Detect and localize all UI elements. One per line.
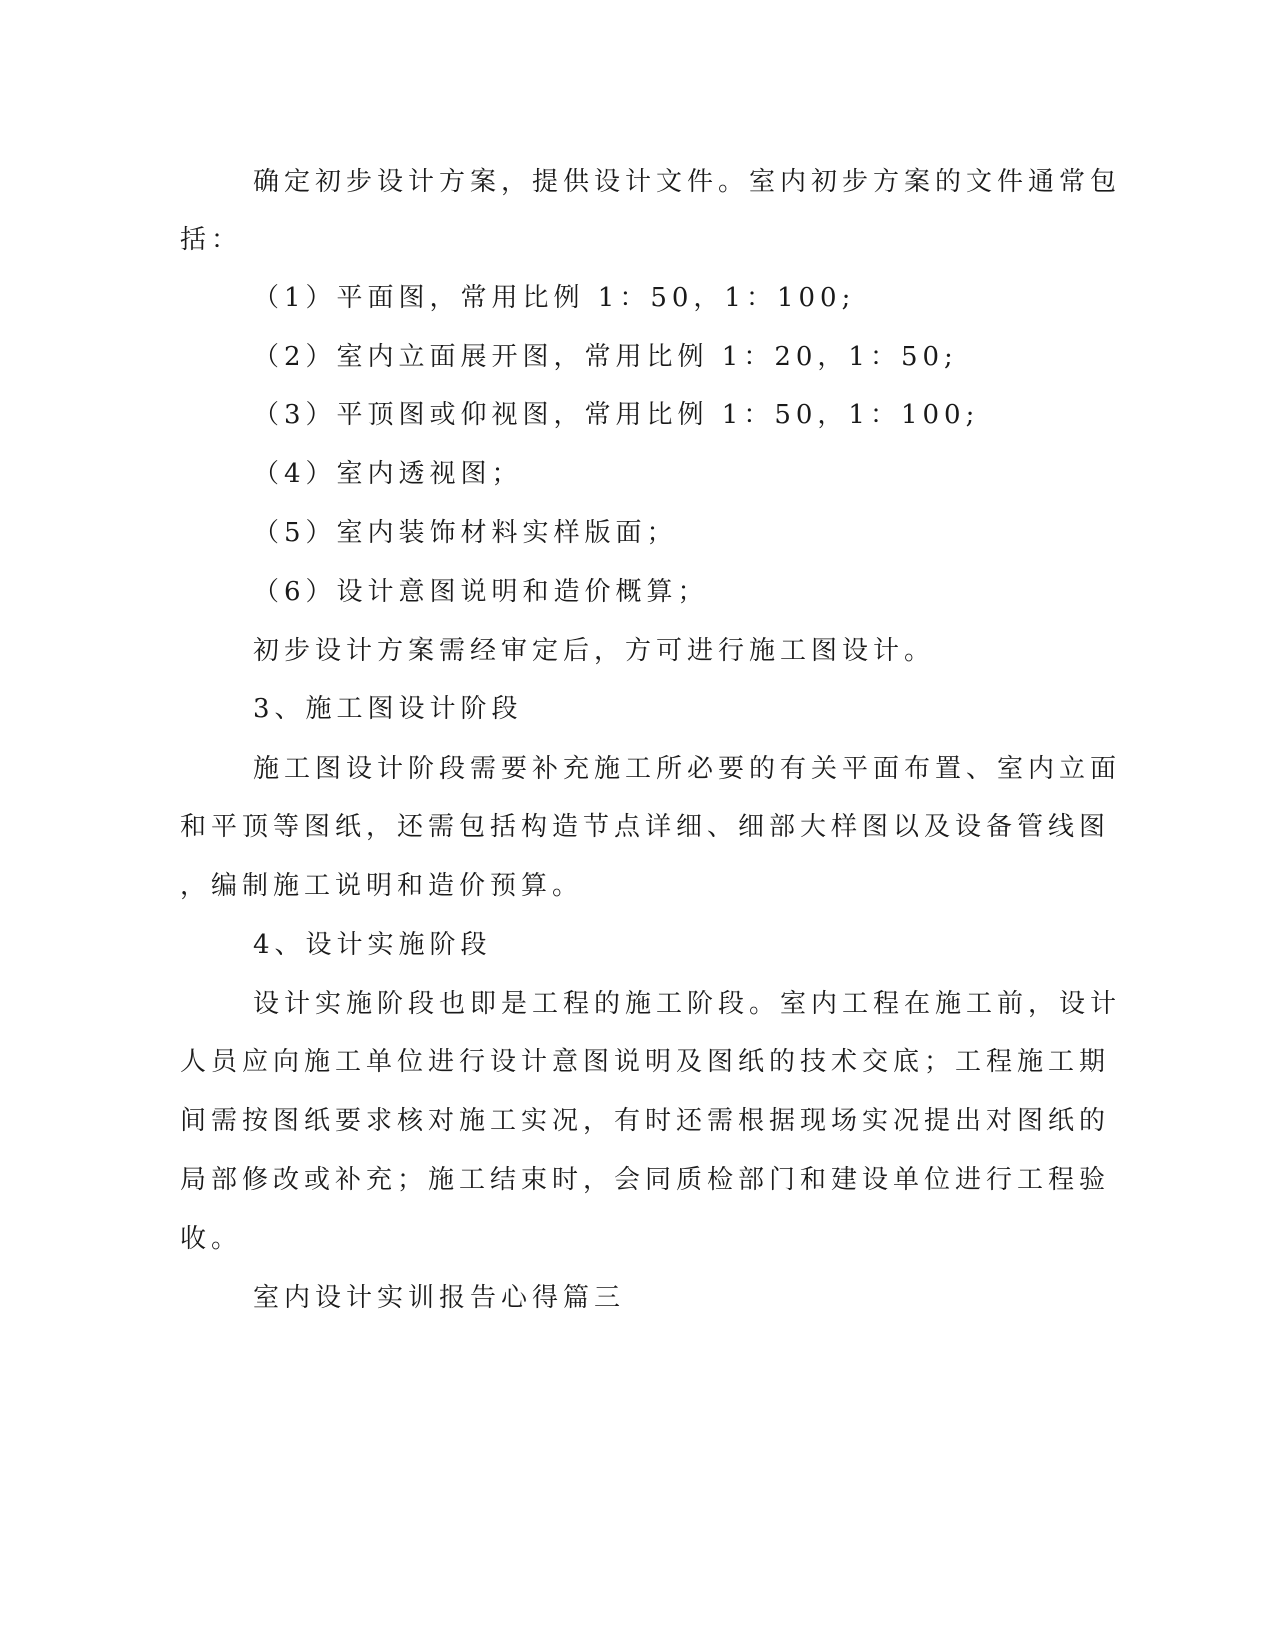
list-item: （1）平面图，常用比例 1：50，1：100; xyxy=(253,283,856,313)
list-item: （2）室内立面展开图，常用比例 1：20，1：50; xyxy=(253,342,958,372)
paragraph-line: 局部修改或补充；施工结束时，会同质检部门和建设单位进行工程验 xyxy=(180,1165,1111,1195)
section-heading: 4、设计实施阶段 xyxy=(253,930,492,960)
section-heading: 室内设计实训报告心得篇三 xyxy=(253,1283,626,1313)
paragraph-line: 人员应向施工单位进行设计意图说明及图纸的技术交底；工程施工期 xyxy=(180,1047,1111,1077)
list-item: （5）室内装饰材料实样版面； xyxy=(253,518,678,548)
list-item: （4）室内透视图； xyxy=(253,459,523,489)
paragraph-line: 施工图设计阶段需要补充施工所必要的有关平面布置、室内立面 xyxy=(253,754,1122,784)
list-item: （6）设计意图说明和造价概算； xyxy=(253,577,709,607)
paragraph-line: 和平顶等图纸，还需包括构造节点详细、细部大样图以及设备管线图 xyxy=(180,812,1111,842)
paragraph-line: 确定初步设计方案，提供设计文件。室内初步方案的文件通常包 xyxy=(253,167,1122,197)
paragraph-line: ，编制施工说明和造价预算。 xyxy=(180,871,584,901)
paragraph-line: 设计实施阶段也即是工程的施工阶段。室内工程在施工前，设计 xyxy=(253,989,1122,1019)
section-heading: 3、施工图设计阶段 xyxy=(253,694,523,724)
paragraph-line: 收。 xyxy=(180,1224,243,1254)
list-item: （3）平顶图或仰视图，常用比例 1：50，1：100; xyxy=(253,400,980,430)
paragraph-line: 括： xyxy=(180,225,243,255)
paragraph-line: 间需按图纸要求核对施工实况，有时还需根据现场实况提出对图纸的 xyxy=(180,1106,1111,1136)
paragraph-line: 初步设计方案需经审定后，方可进行施工图设计。 xyxy=(253,636,936,666)
